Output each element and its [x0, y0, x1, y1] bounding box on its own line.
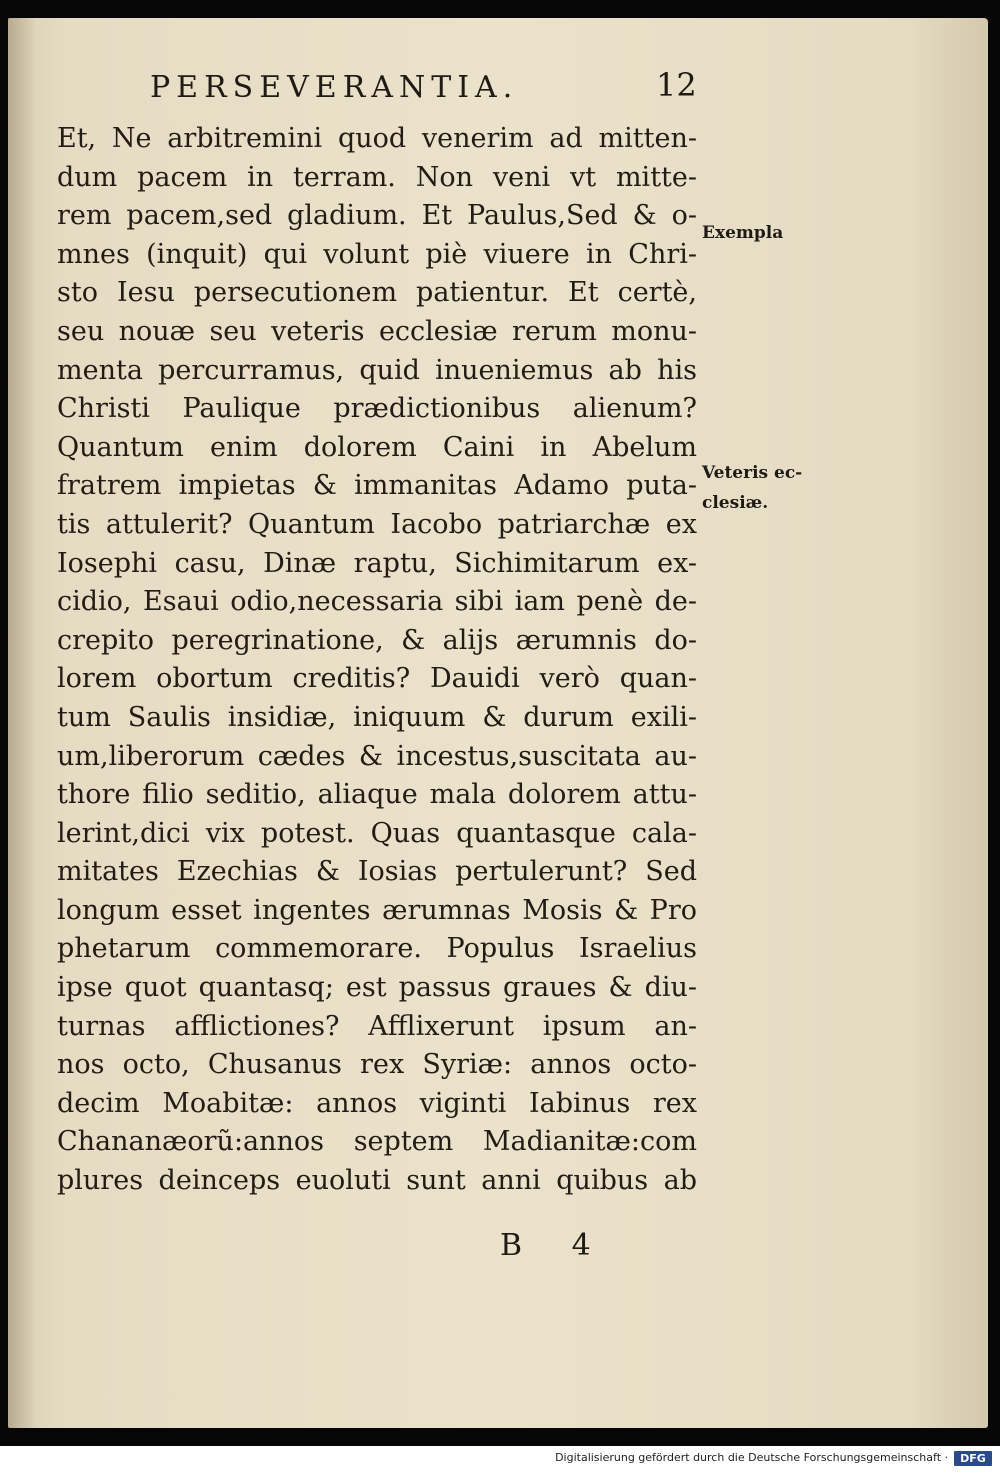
text-line: crepito peregrinatione, & alijs ærumnis do-: [57, 624, 697, 656]
dfg-logo: DFG: [954, 1451, 992, 1466]
margin-note-veteris-ecclesiae: Veteris ec- clesiæ.: [702, 463, 803, 513]
text-line: cidio, Esaui odio,necessaria sibi iam penè de-: [57, 586, 697, 618]
text-line: Christi Paulique prædictionibus alienum?: [57, 393, 697, 425]
text-line: nos octo, Chusanus rex Syriæ: annos octo-: [57, 1049, 697, 1081]
running-head: PERSEVERANTIA.: [150, 70, 519, 105]
text-line: phetarum commemorare. Populus Israelius: [57, 933, 697, 965]
text-line: Quantum enim dolorem Caini in Abelum: [57, 431, 697, 463]
text-line: fratrem impietas & immanitas Adamo puta-: [57, 470, 697, 502]
text-line: um,liberorum cædes & incestus,suscitata au-: [57, 740, 697, 772]
body-text: [57, 120, 697, 1201]
footer-strip: [0, 1446, 1000, 1472]
margin-note-exempla: Exempla: [702, 223, 784, 243]
text-line: sto Iesu persecutionem patientur. Et certè,: [57, 277, 697, 309]
text-line: Chananæorũ:annos septem Madianitæ:com: [57, 1126, 697, 1158]
text-line: menta percurramus, quid inueniemus ab his: [57, 354, 697, 386]
text-line: plures deinceps euoluti sunt anni quibus ab: [57, 1165, 697, 1197]
text-line: lorem obortum creditis? Dauidi verò quan-: [57, 663, 697, 695]
gutter-shadow: [8, 18, 36, 1428]
text-line: lerint,dici vix potest. Quas quantasque cala-: [57, 817, 697, 849]
signature-mark: B 4: [500, 1228, 611, 1263]
page-number: 12: [656, 66, 697, 104]
text-line: mitates Ezechias & Iosias pertulerunt? Sed: [57, 856, 697, 888]
funding-credit: Digitalisierung gefördert durch die Deutsche Forschungsgemeinschaft ·: [555, 1451, 948, 1464]
text-line: turnas afflictiones? Afflixerunt ipsum an-: [57, 1010, 697, 1042]
text-line: ipse quot quantasq; est passus graues & diu-: [57, 972, 697, 1004]
text-line: mnes (inquit) qui volunt piè viuere in Chri-: [57, 238, 697, 270]
text-line: Et, Ne arbitremini quod venerim ad mitten-: [57, 123, 697, 154]
text-line: tis attulerit? Quantum Iacobo patriarchæ ex: [57, 508, 697, 540]
text-line: seu nouæ seu veteris ecclesiæ rerum monu-: [57, 315, 697, 347]
text-line: decim Moabitæ: annos viginti Iabinus rex: [57, 1087, 697, 1119]
text-line: Iosephi casu, Dinæ raptu, Sichimitarum ex-: [57, 547, 697, 579]
text-line: rem pacem,sed gladium. Et Paulus,Sed & o-: [57, 200, 697, 232]
text-line: dum pacem in terram. Non veni vt mitte-: [57, 161, 697, 193]
text-line: tum Saulis insidiæ, iniquum & durum exili-: [57, 701, 697, 733]
text-line: thore filio seditio, aliaque mala dolorem attu-: [57, 779, 697, 811]
text-line: longum esset ingentes ærumnas Mosis & Pro: [57, 894, 697, 926]
